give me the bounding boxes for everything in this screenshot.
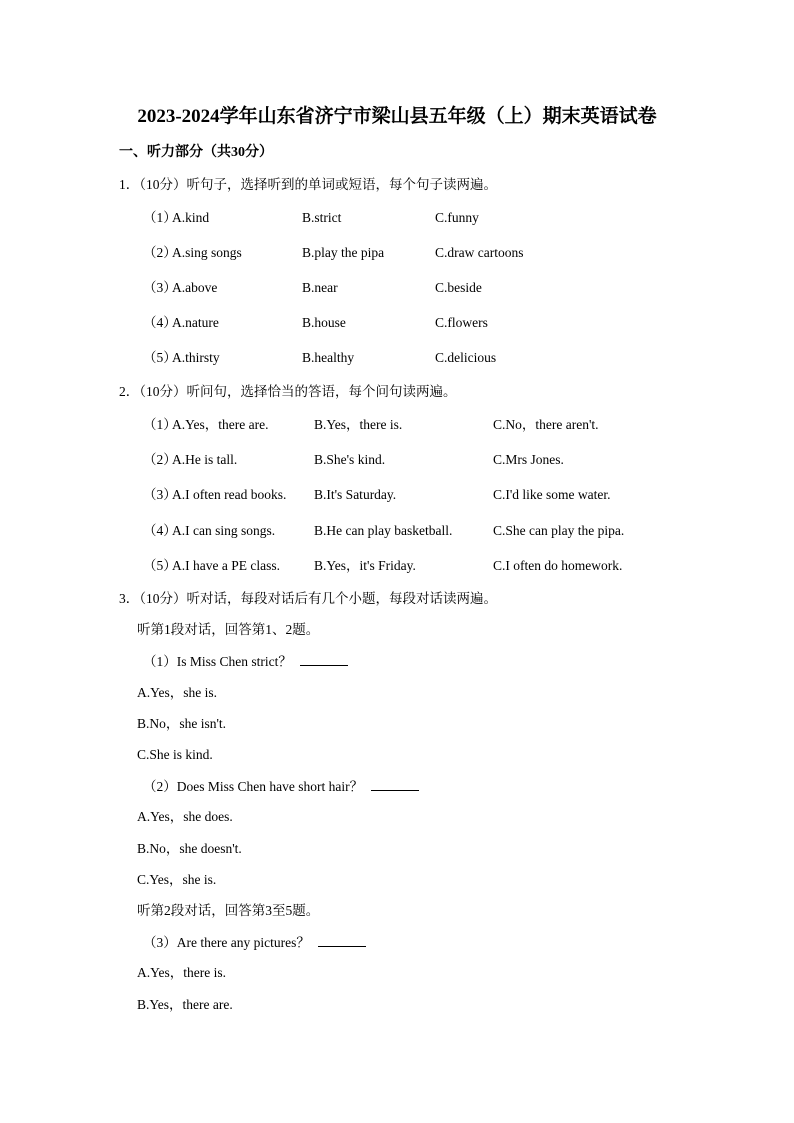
dialog-1-instruction: 听第1段对话，回答第1、2题。 [137,622,320,637]
q3-sub-3-option-a: A.Yes，there is. [137,965,227,980]
q1-row-1-option-a: A.kind [172,210,210,225]
q1-row-3-option-a: A.above [172,280,218,295]
q2-row-5-option-c: C.I often do homework. [493,558,623,573]
q2-row-5-option-a: A.I have a PE class. [172,558,280,573]
q2-row-2-option-a: A.He is tall. [172,452,238,467]
q3-sub-2 [143,776,419,797]
q2-row-4-option-a: A.I can sing songs. [172,523,276,538]
q3-sub-2-option-c: C.Yes，she is. [137,872,217,887]
q1-row-4-number: （4） [143,315,177,330]
dialog-2-instruction: 听第2段对话，回答第3至5题。 [137,903,320,918]
q2-row-5-option-b: B.Yes，it's Friday. [314,558,416,573]
q1-row-5-option-c: C.delicious [435,350,497,365]
q2-row-3-option-c: C.I'd like some water. [493,487,611,502]
q1-row-5-number: （5） [143,350,177,365]
q2-row-2-option-b: B.She's kind. [314,452,386,467]
q1-row-5-option-a: A.thirsty [172,350,220,365]
q2-row-1-number: （1） [143,417,177,432]
q3-sub-1-text: （1）Is Miss Chen strict？ [143,654,292,669]
q2-row-3-option-a: A.I often read books. [172,487,287,502]
q3-sub-3-text: （3）Are there any pictures？ [143,935,310,950]
q1-row-4-option-c: C.flowers [435,315,488,330]
q3-sub-1-option-c: C.She is kind. [137,747,213,762]
q2-row-1-option-b: B.Yes，there is. [314,417,403,432]
q3-sub-1 [143,651,348,672]
q1-row-1-option-c: C.funny [435,210,479,225]
q1-row-2-number: （2） [143,245,177,260]
q1-row-5-option-b: B.healthy [302,350,355,365]
q2-row-5-number: （5） [143,558,177,573]
q2-row-4-option-c: C.She can play the pipa. [493,523,625,538]
q3-sub-3 [143,932,366,953]
q2-row-4-number: （4） [143,523,177,538]
answer-blank[interactable] [371,776,419,791]
q2-row-2-option-c: C.Mrs Jones. [493,452,564,467]
q3-sub-3-option-b: B.Yes，there are. [137,997,233,1012]
q1-row-1-number: （1） [143,210,177,225]
q1-row-1-option-b: B.strict [302,210,342,225]
q3-sub-1-option-b: B.No，she isn't. [137,716,227,731]
q1-row-2-option-b: B.play the pipa [302,245,385,260]
q1-row-4-option-b: B.house [302,315,346,330]
q3-sub-1-option-a: A.Yes，she is. [137,685,218,700]
q2-row-1-option-c: C.No，there aren't. [493,417,599,432]
q2-row-2-number: （2） [143,452,177,467]
q1-row-2-option-a: A.sing songs [172,245,242,260]
q2-row-3-number: （3） [143,487,177,502]
q1-row-3-option-b: B.near [302,280,338,295]
q3-sub-2-option-a: A.Yes，she does. [137,809,233,824]
q2-row-1-option-a: A.Yes，there are. [172,417,269,432]
q2-row-4-option-b: B.He can play basketball. [314,523,453,538]
q1-row-4-option-a: A.nature [172,315,219,330]
q3-sub-2-option-b: B.No，she doesn't. [137,841,242,856]
q2-row-3-option-b: B.It's Saturday. [314,487,397,502]
answer-blank[interactable] [318,932,366,947]
q1-row-3-option-c: C.beside [435,280,482,295]
question-3-heading: 3．（10分）听对话，每段对话后有几个小题，每段对话读两遍。 [119,591,497,606]
section-heading: 一、听力部分（共30分） [119,145,273,160]
page-title: 2023-2024学年山东省济宁市梁山县五年级（上）期末英语试卷 [137,106,657,127]
q1-row-2-option-c: C.draw cartoons [435,245,524,260]
q3-sub-2-text: （2）Does Miss Chen have short hair？ [143,779,364,794]
q1-row-3-number: （3） [143,280,177,295]
answer-blank[interactable] [300,651,348,666]
question-1-heading: 1．（10分）听句子，选择听到的单词或短语，每个句子读两遍。 [119,177,497,192]
question-2-heading: 2．（10分）听问句，选择恰当的答语，每个问句读两遍。 [119,384,457,399]
